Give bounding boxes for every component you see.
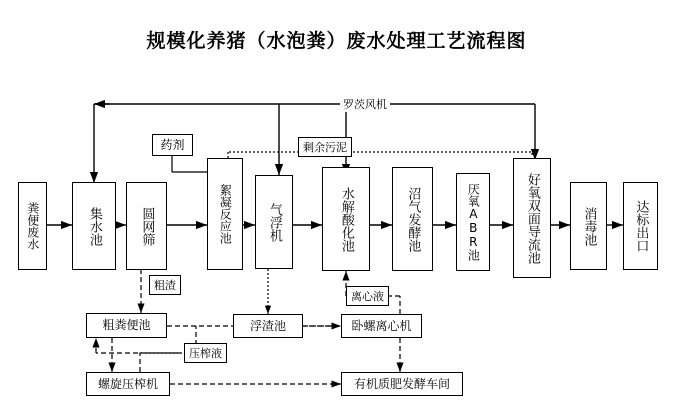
label-roots-blower: 罗茨风机 (340, 96, 390, 112)
node-aerobic-baffle[interactable]: 好氧双面导流池 (513, 158, 551, 278)
label-coarse-slag: 粗渣 (149, 275, 181, 295)
node-chemical[interactable]: 药剂 (152, 134, 193, 156)
label-press-liquid: 压榨液 (184, 343, 227, 363)
node-float-slag-tank[interactable]: 浮渣池 (233, 314, 303, 338)
node-abr-tank[interactable]: 厌氧ABR池 (456, 173, 490, 271)
node-air-flotation[interactable]: 气浮机 (255, 175, 293, 269)
label-excess-sludge: 剩余污泥 (298, 137, 352, 157)
page-title: 规模化养猪（水泡粪）废水处理工艺流程图 (146, 30, 527, 52)
node-collect-tank[interactable]: 集水池 (72, 182, 116, 270)
node-floc-tank[interactable]: 絮凝反应池 (207, 158, 243, 270)
node-feces-water[interactable]: 粪便废水 (18, 182, 47, 270)
label-centrate: 离心液 (346, 286, 389, 306)
node-outlet[interactable]: 达标出口 (623, 182, 658, 270)
node-organic-fertilizer[interactable]: 有机质肥发酵车间 (341, 372, 463, 396)
node-drum-screen[interactable]: 圆网筛 (126, 182, 167, 270)
node-coarse-feces-tank[interactable]: 粗粪便池 (86, 313, 167, 338)
node-decanter[interactable]: 卧螺离心机 (341, 314, 422, 338)
node-disinfect-tank[interactable]: 消毒池 (570, 182, 607, 270)
node-biogas-tank[interactable]: 沼气发酵池 (392, 167, 433, 271)
node-screw-press[interactable]: 螺旋压榨机 (86, 372, 170, 396)
node-hydrolysis-tank[interactable]: 水解酸化池 (322, 167, 370, 271)
